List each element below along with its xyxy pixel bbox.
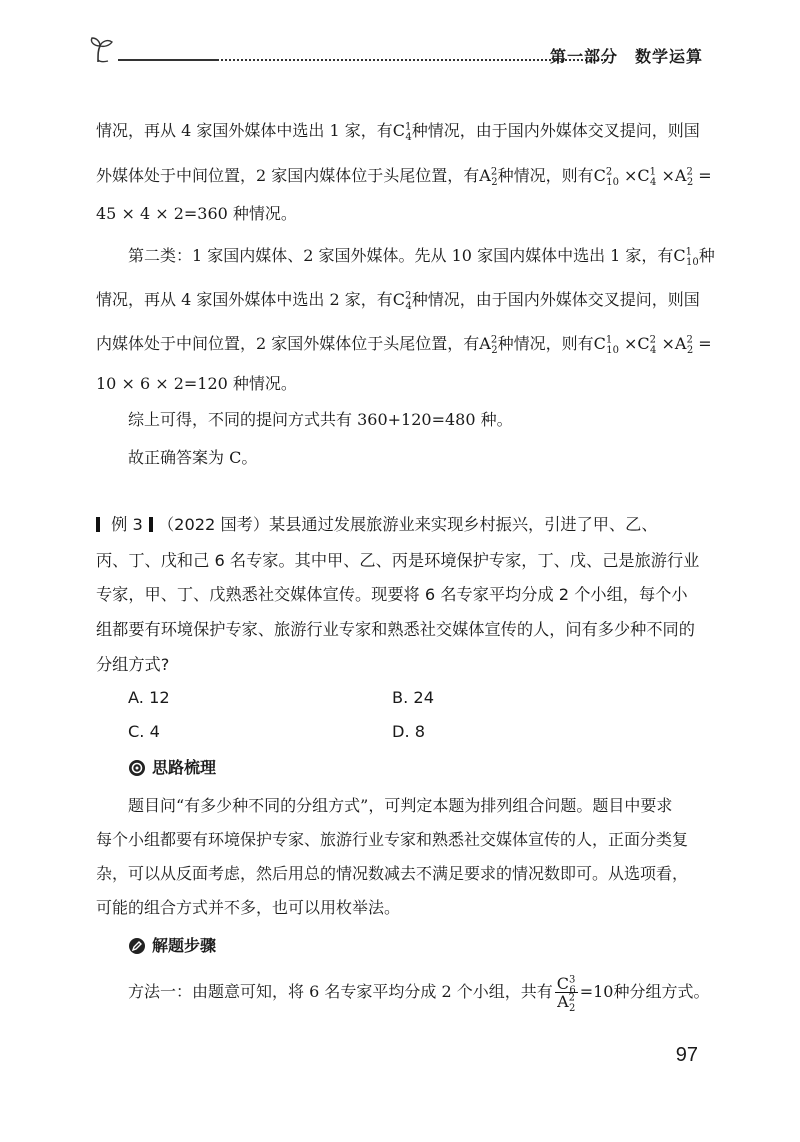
pen-icon [128,937,146,955]
option-c: C. 4 [128,722,160,741]
analysis-line: 可能的组合方式并不多，也可以用枚举法。 [96,898,401,917]
text-line: 外媒体处于中间位置，2 家国内媒体位于头尾位置，有$A^2_2$种情况，则有$C^2_{10} \times C^1_4 \times A^2_2$ = [96,166,712,189]
analysis-line: 每个小组都要有环境保护专家、旅游行业专家和熟悉社交媒体宣传的人，正面分类复 [96,830,689,849]
text-line: 45 × 4 × 2=360 种情况。 [96,204,297,223]
section-title: 第一部分 数学运算 [549,47,703,66]
example-marker [96,517,100,532]
analysis-line: 题目问“有多少种不同的分组方式”，可判定本题为排列组合问题。题目中要求 [128,796,673,815]
text-line: 情况，再从 4 家国外媒体中选出 2 家，有$C^2_4$种情况，由于国内外媒体交叉提问，则国 [96,290,700,313]
fraction: $\frac{C^3_6}{A^2_2}$ [556,974,576,1015]
text-line: 第二类：1 家国内媒体、2 家国外媒体。先从 10 家国内媒体中选出 1 家，有$C^1_{10}$种 [128,246,715,269]
example-label: 例 3 [111,515,143,534]
target-icon [128,759,146,777]
text-line: 10 × 6 × 2=120 种情况。 [96,374,297,393]
page-header [88,34,703,66]
example-line: 专家，甲、丁、戊熟悉社交媒体宣传。现要将 6 名专家平均分成 2 个小组，每个小 [96,585,688,604]
text-line: 内媒体处于中间位置，2 家国外媒体位于头尾位置，有$A^2_2$种情况，则有$C^1_{10} \times C^2_4 \times A^2_2$ = [96,334,712,357]
option-d: D. 8 [392,722,426,741]
summary-line: 综上可得，不同的提问方式共有 360+120=480 种。 [128,410,513,429]
example-line: 组都要有环境保护专家、旅游行业专家和熟悉社交媒体宣传的人，问有多少种不同的 [96,620,695,639]
option-b: B. 24 [392,688,434,707]
analysis-line: 杂，可以从反面考虑，然后用总的情况数减去不满足要求的情况数即可。从选项看， [96,864,689,883]
analysis-heading: 思路梳理 [128,758,216,778]
example-line: 丙、丁、戊和己 6 名专家。其中甲、乙、丙是环境保护专家，丁、戊、己是旅游行业 [96,551,700,570]
solution-line: 方法一：由题意可知，将 6 名专家平均分成 2 个小组，共有 $\frac{C^3_6}{A^2_2}$ =10种分组方式。 [128,974,710,1015]
answer-line: 故正确答案为 C。 [128,448,258,467]
solution-heading: 解题步骤 [128,936,216,956]
example-line: 分组方式? [96,655,170,674]
example-marker [149,517,153,532]
option-a: A. 12 [128,688,170,707]
sprout-icon [88,34,122,66]
text-line: 情况，再从 4 家国外媒体中选出 1 家，有$C^1_4$种情况，由于国内外媒体交叉提问，则国 [96,121,700,144]
header-rule [118,59,606,61]
example-line: 例 3 （2022 国考）某县通过发展旅游业来实现乡村振兴，引进了甲、乙、 [96,515,658,535]
page-number: 97 [675,1044,698,1066]
